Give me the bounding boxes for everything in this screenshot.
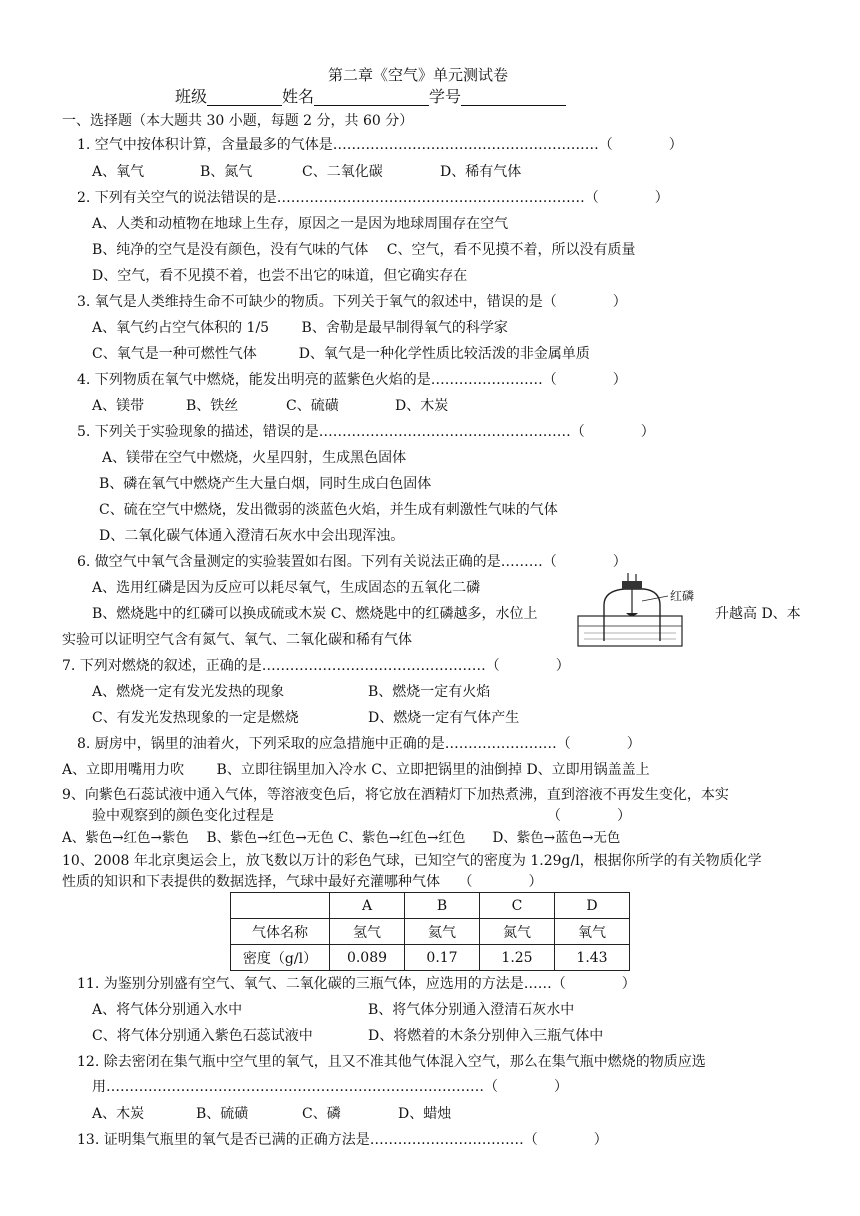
stopper xyxy=(622,581,642,589)
id-blank[interactable] xyxy=(461,89,566,106)
q3-option-ab: A、氧气约占空气体积的 1/5 B、舍勒是最早制得氧气的科学家 xyxy=(92,320,508,336)
table-cell: 0.089 xyxy=(330,945,405,971)
q12-option-b: B、硫磺 xyxy=(196,1106,249,1122)
q1-option-b: B、氮气 xyxy=(200,164,253,180)
table-header-row xyxy=(231,893,630,919)
q11-option-c: C、将气体分别通入紫色石蕊试液中 xyxy=(92,1028,313,1044)
q6-option-bc: B、燃烧匙中的红磷可以换成硫或木炭 C、燃烧匙中的红磷越多，水位上 xyxy=(92,606,538,622)
table-header-cell: C xyxy=(480,893,555,919)
q5-option-b: B、磷在氧气中燃烧产生大量白烟，同时生成白色固体 xyxy=(99,476,432,492)
q5-option-c: C、硫在空气中燃烧，发出微弱的淡蓝色火焰，并生成有刺激性气味的气体 xyxy=(99,502,558,518)
q2-option-a: A、人类和动植物在地球上生存，原因之一是因为地球周围存在空气 xyxy=(92,216,509,232)
q7-option-a: A、燃烧一定有发光发热的现象 xyxy=(92,684,285,700)
name-label: 姓名 xyxy=(282,87,315,106)
q4-option-a: A、镁带 xyxy=(92,398,145,414)
q7-option-d: D、燃烧一定有气体产生 xyxy=(368,710,520,726)
q4-option-c: C、硫磺 xyxy=(286,398,339,414)
table-cell: 1.25 xyxy=(480,945,555,971)
q4-option-d: D、木炭 xyxy=(395,398,449,414)
q1-option-d: D、稀有气体 xyxy=(440,164,522,180)
q6-option-d: 实验可以证明空气含有氮气、氧气、二氧化碳和稀有气体 xyxy=(62,632,412,648)
q7-option-b: B、燃烧一定有火焰 xyxy=(368,684,491,700)
question-2-stem: 2. 下列有关空气的说法错误的是…………………………………………………………（ ） xyxy=(77,190,669,206)
table-cell: 密度（g/l） xyxy=(231,945,330,971)
page-title: 第二章《空气》单元测试卷 xyxy=(328,66,509,84)
table-cell: 0.17 xyxy=(405,945,480,971)
question-12-line2: 用………………………………………………………………………（ ） xyxy=(92,1079,568,1095)
section-heading: 一、选择题（本大题共 30 小题，每题 2 分，共 60 分） xyxy=(62,113,414,129)
q1-option-c: C、二氧化碳 xyxy=(302,164,383,180)
table-row xyxy=(231,945,630,971)
q5-option-d: D、二氧化碳气体通入澄清石灰水中会出现浑浊。 xyxy=(99,528,405,544)
red-phosphorus-label: 红磷 xyxy=(670,589,695,603)
q6-option-tail: 升越高 D、本 xyxy=(715,606,801,622)
q6-option-a: A、选用红磷是因为反应可以耗尽氧气，生成固态的五氧化二磷 xyxy=(92,580,481,596)
student-info-header xyxy=(175,88,566,106)
table-cell: 氦气 xyxy=(405,919,480,945)
class-blank[interactable] xyxy=(207,89,282,106)
q11-option-a: A、将气体分别通入水中 xyxy=(92,1002,243,1018)
q2-option-bc: B、纯净的空气是没有颜色，没有气味的气体 C、空气，看不见摸不着，所以没有质量 xyxy=(92,242,636,258)
q2-option-d: D、空气，看不见摸不着，也尝不出它的味道，但它确实存在 xyxy=(92,268,468,284)
q9-options: A、紫色→红色→紫色 B、紫色→红色→无色 C、紫色→红色→红色 D、紫色→蓝色→无色 xyxy=(62,830,621,846)
q7-option-c: C、有发光发热现象的一定是燃烧 xyxy=(92,710,299,726)
water-trough xyxy=(578,616,682,646)
question-12-line1: 12. 除去密闭在集气瓶中空气里的氧气，且又不准其他气体混入空气，那么在集气瓶中燃烧的物质应选 xyxy=(77,1054,706,1070)
table-header-cell: D xyxy=(555,893,630,919)
q8-options: A、立即用嘴用力吹 B、立即往锅里加入冷水 C、立即把锅里的油倒掉 D、立即用锅盖盖上 xyxy=(62,762,650,778)
question-7-stem: 7. 下列对燃烧的叙述，正确的是…………………………………………（ ） xyxy=(62,658,570,674)
table-cell: 1.43 xyxy=(555,945,630,971)
q3-option-cd: C、氧气是一种可燃性气体 D、氧气是一种化学性质比较活泼的非金属单质 xyxy=(92,346,590,362)
gas-density-table xyxy=(230,892,630,971)
ignition-wire xyxy=(628,573,636,581)
q11-option-d: D、将燃着的木条分别伸入三瓶气体中 xyxy=(368,1028,604,1044)
question-11-stem: 11. 为鉴别分别盛有空气、氧气、二氧化碳的三瓶气体，应选用的方法是……（ ） xyxy=(77,976,636,992)
table-header-cell xyxy=(231,893,330,919)
q1-option-a: A、氧气 xyxy=(92,164,145,180)
q4-option-b: B、铁丝 xyxy=(186,398,239,414)
question-1-stem: 1. 空气中按体积计算，含量最多的气体是…………………………………………………（ ） xyxy=(77,137,683,153)
question-10-line2: 性质的知识和下表提供的数据选择，气球中最好充灌哪种气体 （ ） xyxy=(62,874,543,890)
table-cell: 氧气 xyxy=(555,919,630,945)
table-cell: 氢气 xyxy=(330,919,405,945)
question-5-stem: 5. 下列关于实验现象的描述，错误的是………………………………………………（ ） xyxy=(77,424,655,440)
table-cell: 氮气 xyxy=(480,919,555,945)
class-label: 班级 xyxy=(175,87,208,106)
table-header-cell: B xyxy=(405,893,480,919)
question-9-line2: 验中观察到的颜色变化过程是 （ ） xyxy=(92,808,631,824)
q5-option-a: A、镁带在空气中燃烧，火星四射，生成黑色固体 xyxy=(102,450,407,466)
question-6-stem: 6. 做空气中氧气含量测定的实验装置如右图。下列有关说法正确的是………（ ） xyxy=(77,554,627,570)
id-label: 学号 xyxy=(429,87,462,106)
name-blank[interactable] xyxy=(314,89,429,106)
question-4-stem: 4. 下列物质在氧气中燃烧，能发出明亮的蓝紫色火焰的是……………………（ ） xyxy=(77,372,627,388)
q12-option-a: A、木炭 xyxy=(92,1106,145,1122)
table-row xyxy=(231,919,630,945)
question-3-stem: 3. 氧气是人类维持生命不可缺少的物质。下列关于氧气的叙述中，错误的是（ ） xyxy=(77,294,627,310)
q11-option-b: B、将气体分别通入澄清石灰水中 xyxy=(368,1002,575,1018)
table-header-cell: A xyxy=(330,893,405,919)
oxygen-experiment-apparatus xyxy=(576,571,711,649)
question-13-stem: 13. 证明集气瓶里的氧气是否已满的正确方法是……………………………（ ） xyxy=(77,1132,608,1148)
question-10-line1: 10、2008 年北京奥运会上，放飞数以万计的彩色气球，已知空气的密度为 1.29g/l，根据你所学的有关物质化学 xyxy=(62,853,762,869)
question-9-line1: 9、向紫色石蕊试液中通入气体，等溶液变色后，将它放在酒精灯下加热煮沸，直到溶液不再发生变化，本实 xyxy=(62,787,729,803)
q12-option-d: D、蜡烛 xyxy=(398,1106,452,1122)
q12-option-c: C、磷 xyxy=(302,1106,341,1122)
table-cell: 气体名称 xyxy=(231,919,330,945)
question-8-stem: 8. 厨房中，锅里的油着火，下列采取的应急措施中正确的是……………………（ ） xyxy=(77,736,641,752)
